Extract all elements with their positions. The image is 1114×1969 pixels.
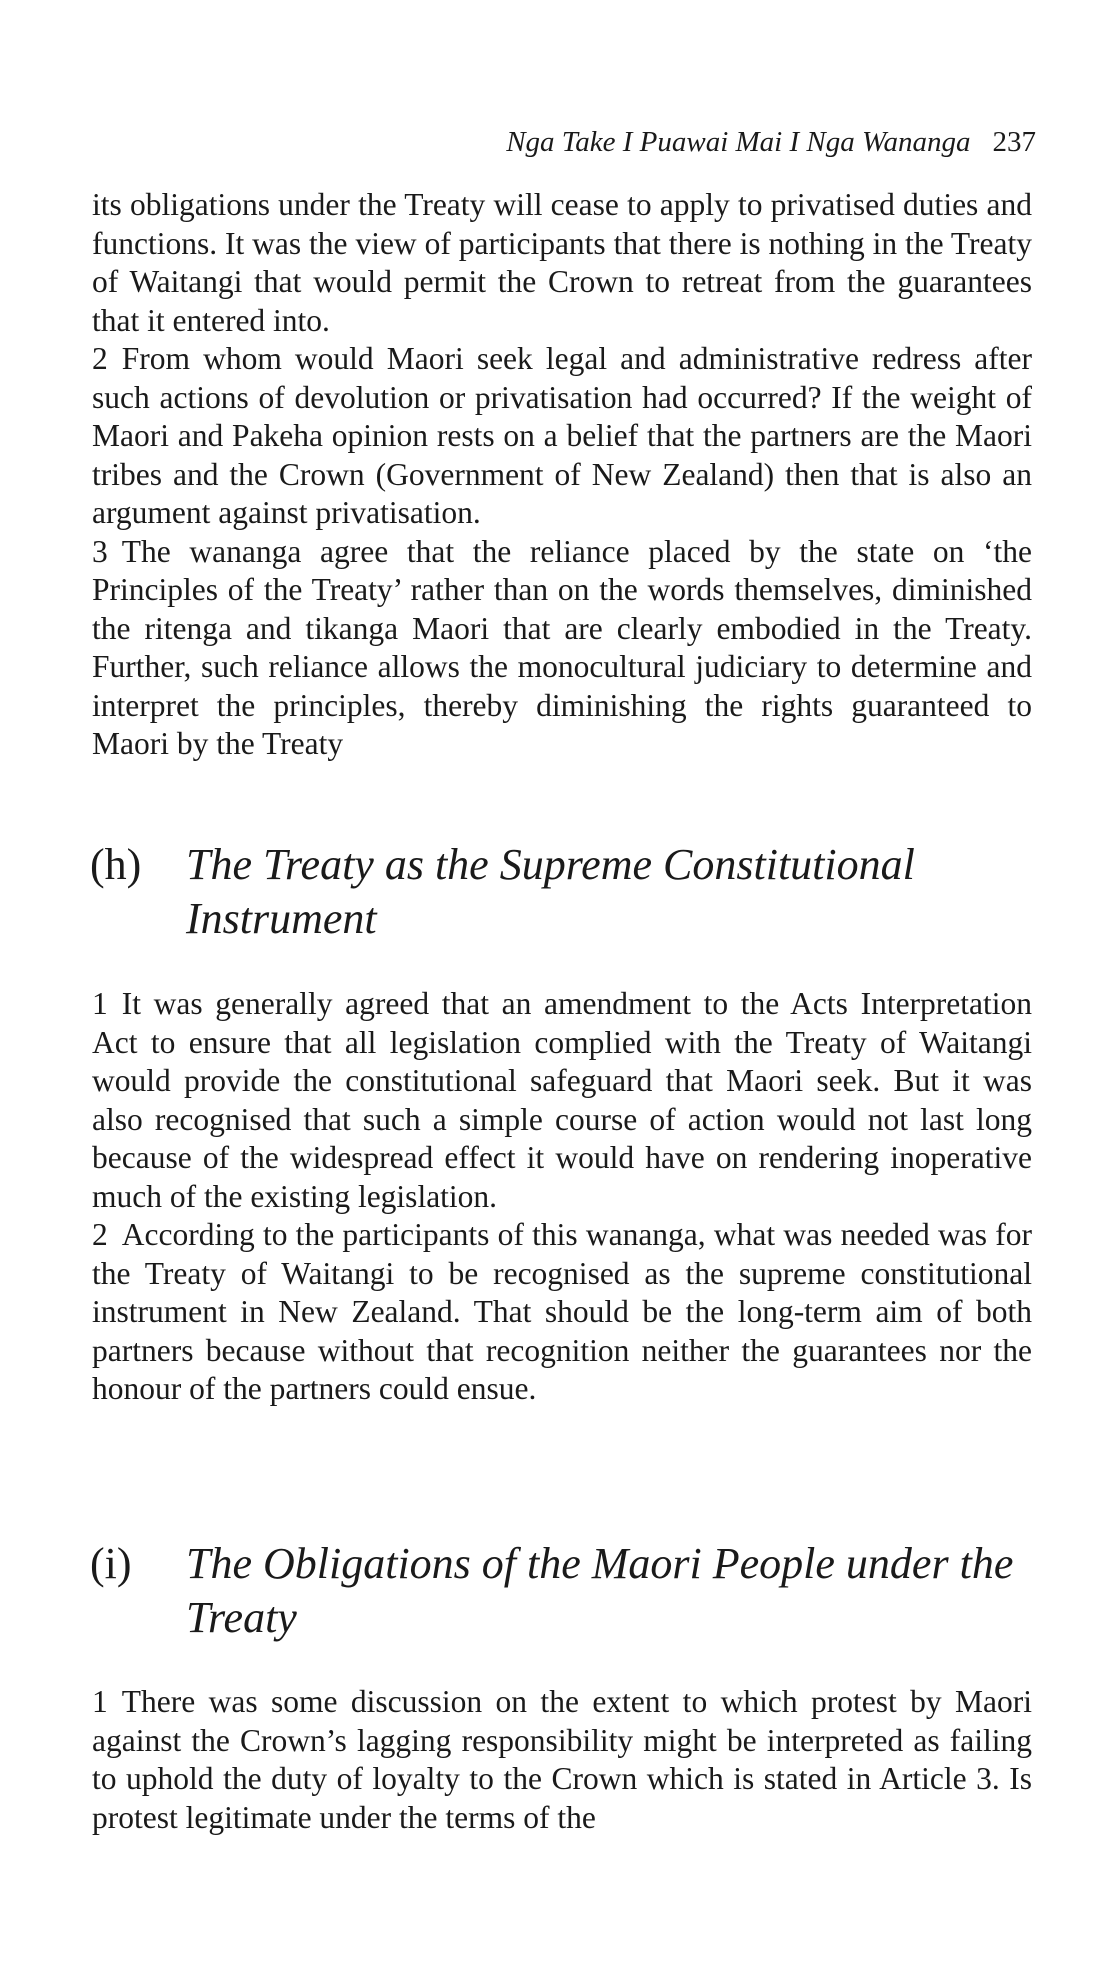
paragraph-3: 3 The wananga agree that the reliance placed by the state on ‘the Principles of the Treaty’ rather than on the words themselves, diminished the ritenga and tikanga Maori that are clearly embodied in the Treaty. Further, such reliance allows the monocultural judiciary to determine and interpret the principles, thereby diminishing the rights guaranteed to Maori by the Treaty [92, 533, 1032, 761]
section-h-paragraph-1: 1 It was generally agreed that an amendment to the Acts Interpretation Act to ensure that all legislation complied with the Treaty of Waitangi would provide the constitutional safeguard that Maori seek. But it was also recognised that such a simple course of action would not last long because of the widespread effect it would have on rendering inoperative much of the existing legislation. [92, 986, 1032, 1214]
section-h-label: (h) [90, 840, 142, 889]
section-i-body [92, 1683, 1032, 1837]
section-i-label: (i) [90, 1539, 132, 1588]
section-i-title: The Obligations of the Maori People under the Treaty [186, 1539, 1014, 1642]
running-head [506, 126, 1036, 159]
running-head-title: Nga Take I Puawai Mai I Nga Wananga [506, 126, 971, 158]
section-i-paragraph-1: 1 There was some discussion on the extent to which protest by Maori against the Crown’s lagging responsibility might be interpreted as failing to uphold the duty of loyalty to the Crown which is stated in Article 3. Is protest legitimate under the terms of the [92, 1684, 1032, 1835]
section-g-continued [92, 186, 1032, 764]
section-h-body [92, 985, 1032, 1409]
paragraph-2: 2 From whom would Maori seek legal and administrative redress after such actions of devolution or privatisation had occurred? If the weight of Maori and Pakeha opinion rests on a belief that the partners are the Maori tribes and the Crown (Government of New Zealand) then that is also an argument against privatisation. [92, 341, 1032, 530]
paragraph-continued: its obligations under the Treaty will cease to apply to privatised duties and functions. It was the view of participants that there is nothing in the Treaty of Waitangi that would permit the Crown to retreat from the guarantees that it entered into. [92, 187, 1032, 338]
section-h-title: The Treaty as the Supreme Constitutional Instrument [186, 840, 915, 943]
page-number: 237 [992, 126, 1036, 158]
section-h-paragraph-2: 2 According to the participants of this wananga, what was needed was for the Treaty of Waitangi to be recognised as the supreme constitutional instrument in New Zealand. That should be the long-term aim of both partners because without that recognition neither the guarantees nor the honour of the partners could ensue. [92, 1217, 1032, 1406]
